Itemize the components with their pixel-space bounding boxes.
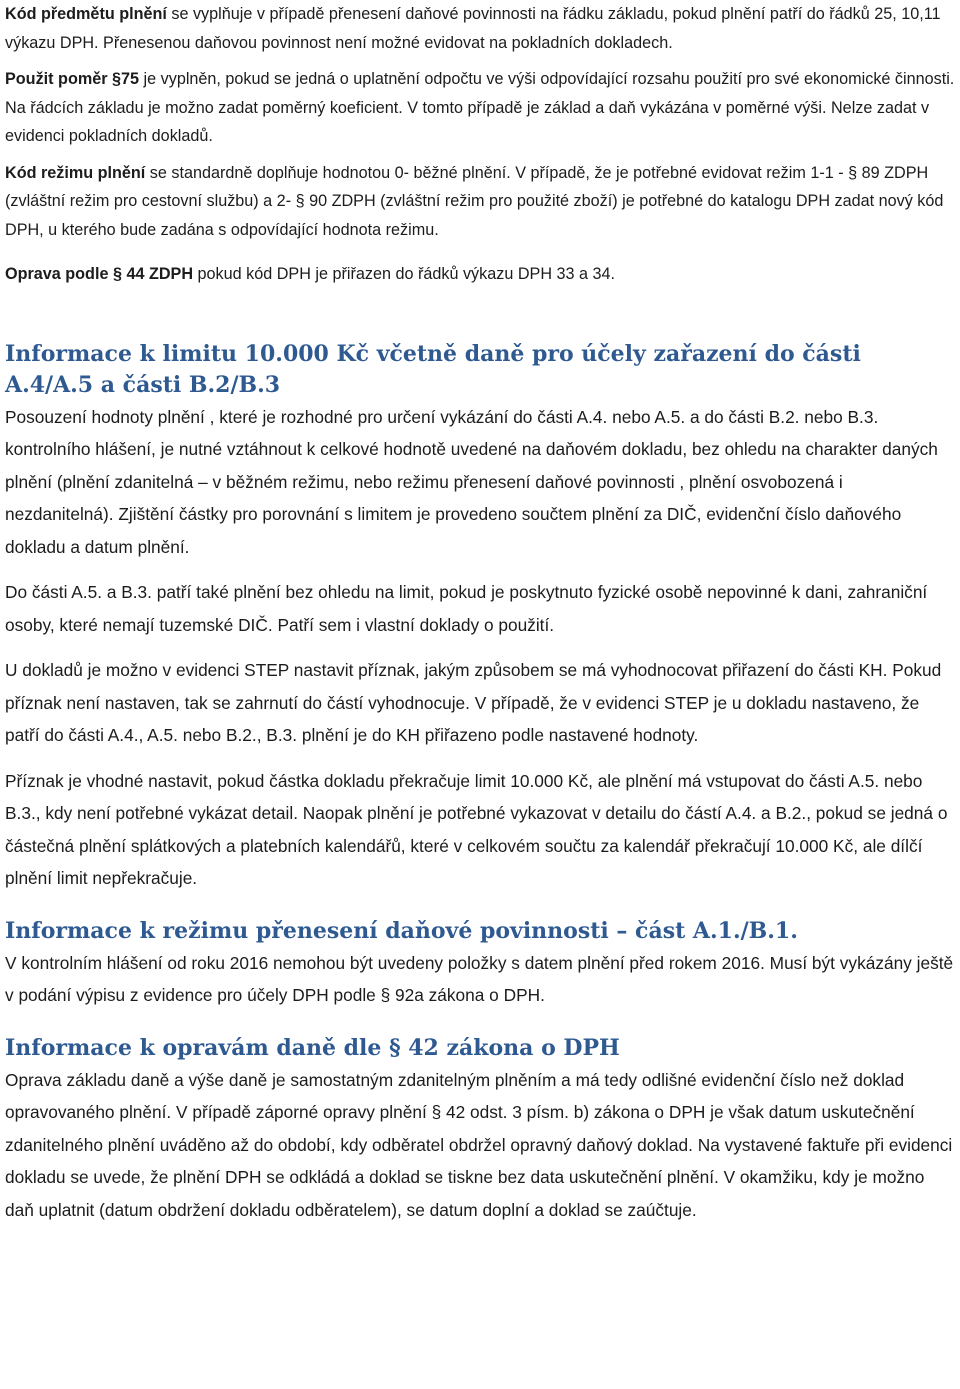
heading-opravy-42: Informace k opravám daně dle § 42 zákona o DPH bbox=[5, 1034, 620, 1061]
heading-limit: Informace k limitu 10.000 Kč včetně daně pro účely zařazení do části A.4/A.5 a části B.2/B.3 bbox=[5, 340, 861, 398]
paragraph-kod-predmetu bbox=[5, 0, 955, 57]
term-kod-predmetu: Kód předmětu plnění bbox=[5, 5, 167, 23]
paragraph-priznak-limit: Příznak je vhodné nastavit, pokud částka dokladu překračuje limit 10.000 Kč, ale plnění má vstupovat do části A.5. nebo B.3., kdy není potřebné vykázat detail. Naopak plnění je potřebné vykazovat v detailu do částí A.4. a B.2., pokud se jedná o částečná plnění splátkových a platebních kalendářů, které v celkovém součtu za kalendář překračují 10.000 Kč, ale dílčí plnění limit nepřekračuje. bbox=[5, 770, 948, 888]
term-pouzit-pomer: Použit poměr §75 bbox=[5, 70, 140, 88]
paragraph-posouzeni: Posouzení hodnoty plnění , které je rozhodné pro určení vykázání do části A.4. nebo A.5. a do části B.2. nebo B.3. kontrolního hlášení, je nutné vztáhnout k celkové hodnotě uvedené na daňovém dokladu, bez ohledu na charakter daných plnění (plnění zdanitelná – v běžném režimu, nebo režimu přenesení daňové povinnosti , plnění osvobozená i nezdanitelná). Zjištění částky pro porovnání s limitem je provedeno součtem plnění za DIČ, evidenční číslo daňového dokladu a datum plnění. bbox=[5, 406, 938, 557]
text-kod-predmetu: se vyplňuje v případě přenesení daňové povinnosti na řádku základu, pokud plnění patří do řádků 25, 10,11 výkazu DPH. Přenesenou daňovou povinnost není možné evidovat na pokladních dokladech. bbox=[5, 5, 941, 52]
text-kod-rezimu: se standardně doplňuje hodnotou 0- běžné plnění. V případě, že je potřebné evidovat režim 1-1 - § 89 ZDPH (zvláštní režim pro cestovní službu) a 2- § 90 ZDPH (zvláštní režim pro použité zboží) je potřebné do katalogu DPH zadat nový kód DPH, u kterého bude zadána s odpovídající hodnota režimu. bbox=[5, 163, 944, 239]
paragraph-cast-a5-b3: Do části A.5. a B.3. patří také plnění bez ohledu na limit, pokud je poskytnuto fyzické osobě nepovinné k dani, zahraniční osoby, které nemají tuzemské DIČ. Patří sem i vlastní doklady o použití. bbox=[5, 582, 928, 635]
heading-prenesenidp: Informace k režimu přenesení daňové povinnosti – část A.1./B.1. bbox=[5, 917, 798, 944]
term-oprava-44: Oprava podle § 44 ZDPH bbox=[5, 265, 194, 283]
text-pouzit-pomer: je vyplněn, pokud se jedná o uplatnění odpočtu ve výši odpovídající rozsahu použití pro své ekonomické činnosti. Na řádcích základu je možno zadat poměrný koeficient. V tomto případě je základ a daň vykázána v poměrné výši. Nelze zadat v evidenci pokladních dokladů. bbox=[5, 70, 955, 145]
text-oprava-44: pokud kód DPH je přiřazen do řádků výkazu DPH 33 a 34. bbox=[193, 265, 616, 283]
paragraph-priznak-step: U dokladů je možno v evidenci STEP nastavit příznak, jakým způsobem se má vyhodnocovat přiřazení do části KH. Pokud příznak není nastaven, tak se zahrnutí do částí vyhodnocuje. V případě, že v evidenci STEP je u dokladu nastaveno, že patří do části A.4., A.5. nebo B.2., B.3. plnění je do KH přiřazeno podle nastavené hodnoty. bbox=[5, 660, 942, 745]
paragraph-pouzit-pomer bbox=[5, 65, 955, 151]
paragraph-oprava-zakladu: Oprava základu daně a výše daně je samostatným zdanitelným plněním a má tedy odlišné evidenční číslo než doklad opravovaného plnění. V případě záporné opravy plnění § 42 odst. 3 písm. b) zákona o DPH je však datum uskutečnění zdanitelného plnění uváděno až do období, kdy odběratel obdržel opravný daňový doklad. Na vystavené faktuře při evidenci dokladu se uvede, že plnění DPH se odkládá a doklad se tiskne bez data uskutečnění plnění. V okamžiku, kdy je možno daň uplatnit (datum obdržení dokladu odběratelem), se datum doplní a doklad se zaúčtuje. bbox=[5, 1069, 953, 1220]
paragraph-kod-rezimu bbox=[5, 159, 955, 245]
paragraph-kontrolni-hlaseni-2016: V kontrolním hlášení od roku 2016 nemohou být uvedeny položky s datem plnění před rokem 2016. Musí být vykázány ještě v podání výpisu z evidence pro účely DPH podle § 92a zákona o DPH. bbox=[5, 952, 954, 1005]
term-kod-rezimu: Kód režimu plnění bbox=[5, 163, 146, 182]
paragraph-oprava-44 bbox=[5, 260, 955, 289]
